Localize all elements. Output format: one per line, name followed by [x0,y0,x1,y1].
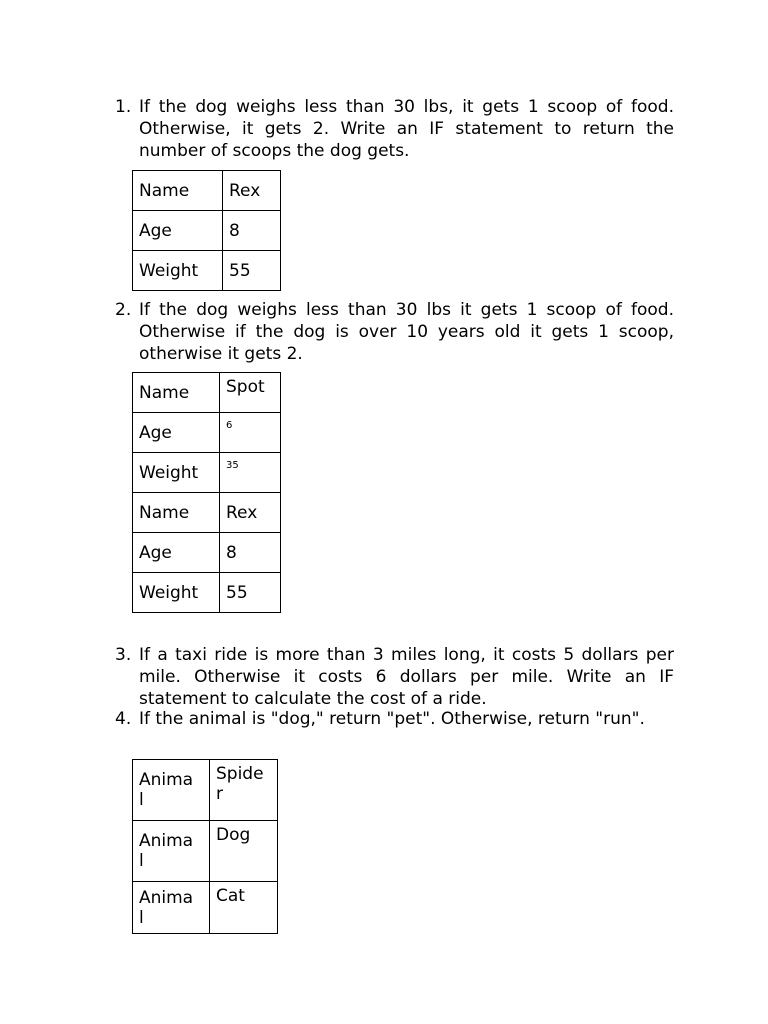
dog-table-2 [132,372,281,613]
table-cell-label: Weight [133,251,223,291]
dog-table-1 [132,170,281,291]
question-4 [115,708,674,730]
table-cell-label: Anima l [133,821,210,882]
table-cell-label: Age [133,533,220,573]
table-cell-value: 55 [223,251,281,291]
table-cell-value: 6 [220,413,281,453]
table-row [133,493,281,533]
table-cell-value: 8 [220,533,281,573]
question-number: 4. [115,709,132,729]
table-cell-label: Age [133,413,220,453]
question-text: If a taxi ride is more than 3 miles long, it costs 5 dollars per mile. Otherwise it costs 6 dollars per mile. Write an IF statement to calculate the cost of a ride. [139,645,674,709]
question-number: 2. [115,300,132,320]
table-cell-value: Rex [223,171,281,211]
question-number: 3. [115,645,132,665]
question-3 [115,644,674,710]
table-cell-value: 55 [220,573,281,613]
table-cell-label: Weight [133,573,220,613]
table-cell-label: Name [133,373,220,413]
table-cell-label: Age [133,211,223,251]
question-1 [115,96,674,162]
table-row [133,211,281,251]
question-text: If the dog weighs less than 30 lbs it gets 1 scoop of food. Otherwise if the dog is over 10 years old it gets 1 scoop, otherwise it gets 2. [139,300,674,364]
table-row [133,573,281,613]
table-cell-label: Weight [133,453,220,493]
animal-table [132,759,278,934]
question-2 [115,299,674,365]
table-cell-label: Name [133,171,223,211]
table-row [133,413,281,453]
table-cell-label: Anima l [133,882,210,934]
table-cell-label: Name [133,493,220,533]
question-text: If the animal is "dog," return "pet". Otherwise, return "run". [139,709,645,729]
table-row [133,373,281,413]
table-row [133,171,281,211]
table-cell-value: 8 [223,211,281,251]
question-text: If the dog weighs less than 30 lbs, it gets 1 scoop of food. Otherwise, it gets 2. Write an IF statement to return the number of scoops the dog gets. [139,97,674,161]
table-cell-value: Spot [220,373,281,413]
table-cell-value: Spide r [210,760,278,821]
table-row [133,533,281,573]
table-cell-value: Cat [210,882,278,934]
table-cell-value: 35 [220,453,281,493]
table-row [133,453,281,493]
table-row [133,760,278,821]
table-row [133,882,278,934]
table-cell-value: Rex [220,493,281,533]
question-number: 1. [115,97,132,117]
table-row [133,251,281,291]
table-cell-value: Dog [210,821,278,882]
table-row [133,821,278,882]
table-cell-label: Anima l [133,760,210,821]
